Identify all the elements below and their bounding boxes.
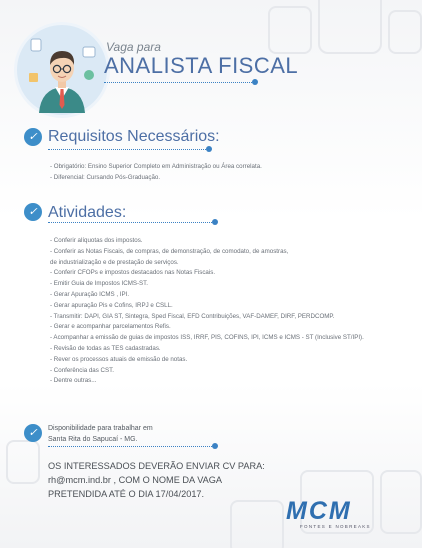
decorative-frame — [6, 440, 40, 484]
list-item: - Diferencial: Cursando Pós-Graduação. — [50, 174, 161, 181]
list-item: - Transmitir: DAPI, GIA ST, Sintegra, Sped Fiscal, EFD Contribuições, VAF-DAMEF, DIRF, PERDCOMP. — [50, 312, 335, 320]
divider — [48, 222, 214, 223]
page-title: ANALISTA FISCAL — [104, 53, 299, 78]
disponibilidade-text — [48, 423, 153, 445]
check-icon: ✓ — [24, 203, 42, 221]
list-item: de industrialização e de prestação de serviços. — [50, 258, 179, 266]
cta-line1: OS INTERESSADOS DEVERÃO ENVIAR CV PARA: — [48, 461, 265, 471]
list-item: - Gerar Apuração ICMS , IPI. — [50, 290, 130, 298]
list-item: - Emitir Guia de Impostos ICMS-ST. — [50, 280, 148, 288]
disponibilidade-line1: Disponibilidade para trabalhar em — [48, 425, 153, 432]
divider-dot — [212, 219, 218, 225]
divider — [104, 82, 254, 83]
list-item: - Revisão de todas as TES cadastradas. — [50, 344, 161, 352]
atividades-title: Atividades: — [48, 204, 127, 221]
logo-subtitle: FONTES E NOBREAKS — [300, 524, 371, 529]
divider-dot — [212, 443, 218, 449]
requisitos-title: Requisitos Necessários: — [48, 128, 220, 145]
decorative-frame — [388, 10, 422, 54]
decorative-frame — [268, 6, 312, 54]
list-item: - Obrigatório: Ensino Superior Completo em Administração ou Área correlata. — [50, 163, 262, 170]
check-icon: ✓ — [24, 128, 42, 146]
divider — [48, 149, 208, 150]
divider — [48, 446, 214, 447]
decorative-frame — [230, 500, 284, 548]
cta-line3: PRETENDIDA ATÉ O DIA 17/04/2017. — [48, 489, 205, 499]
check-icon: ✓ — [24, 424, 42, 442]
decorative-frame — [318, 0, 382, 54]
list-item: - Gerar apuração Pis e Cofins, IRPJ e CSLL. — [50, 301, 173, 309]
list-item: - Conferir as Notas Fiscais, de compras, de demonstração, de comodato, de amostras, — [50, 247, 289, 255]
requisitos-list — [50, 161, 262, 183]
list-item: - Rever os processos atuais de emissão de notas. — [50, 355, 188, 363]
logo-text: MCM — [286, 497, 352, 525]
cta-line2: rh@mcm.ind.br , COM O NOME DA VAGA — [48, 475, 223, 485]
avatar-illustration — [14, 22, 110, 118]
list-item: - Conferir alíquotas dos impostos. — [50, 237, 143, 244]
disponibilidade-line2: Santa Rita do Sapucaí - MG. — [48, 436, 138, 443]
application-instructions — [48, 459, 265, 501]
list-item: - Acompanhar a emissão de guias de impostos ISS, IRRF, PIS, COFINS, IPI, ICMS e ICMS - ST (Inclusive ST/IPI). — [50, 334, 364, 342]
atividades-list — [50, 236, 364, 387]
list-item: - Conferir CFOPs e impostos destacados nas Notas Fiscais. — [50, 269, 216, 277]
divider-dot — [252, 79, 258, 85]
divider-dot — [206, 146, 212, 152]
list-item: - Dentre outras... — [50, 377, 97, 385]
list-item: - Conferência das CST. — [50, 366, 114, 374]
company-logo — [286, 497, 408, 531]
list-item: - Gerar e acompanhar parcelamentos Refis. — [50, 323, 171, 331]
vaga-label: Vaga para — [106, 40, 161, 54]
